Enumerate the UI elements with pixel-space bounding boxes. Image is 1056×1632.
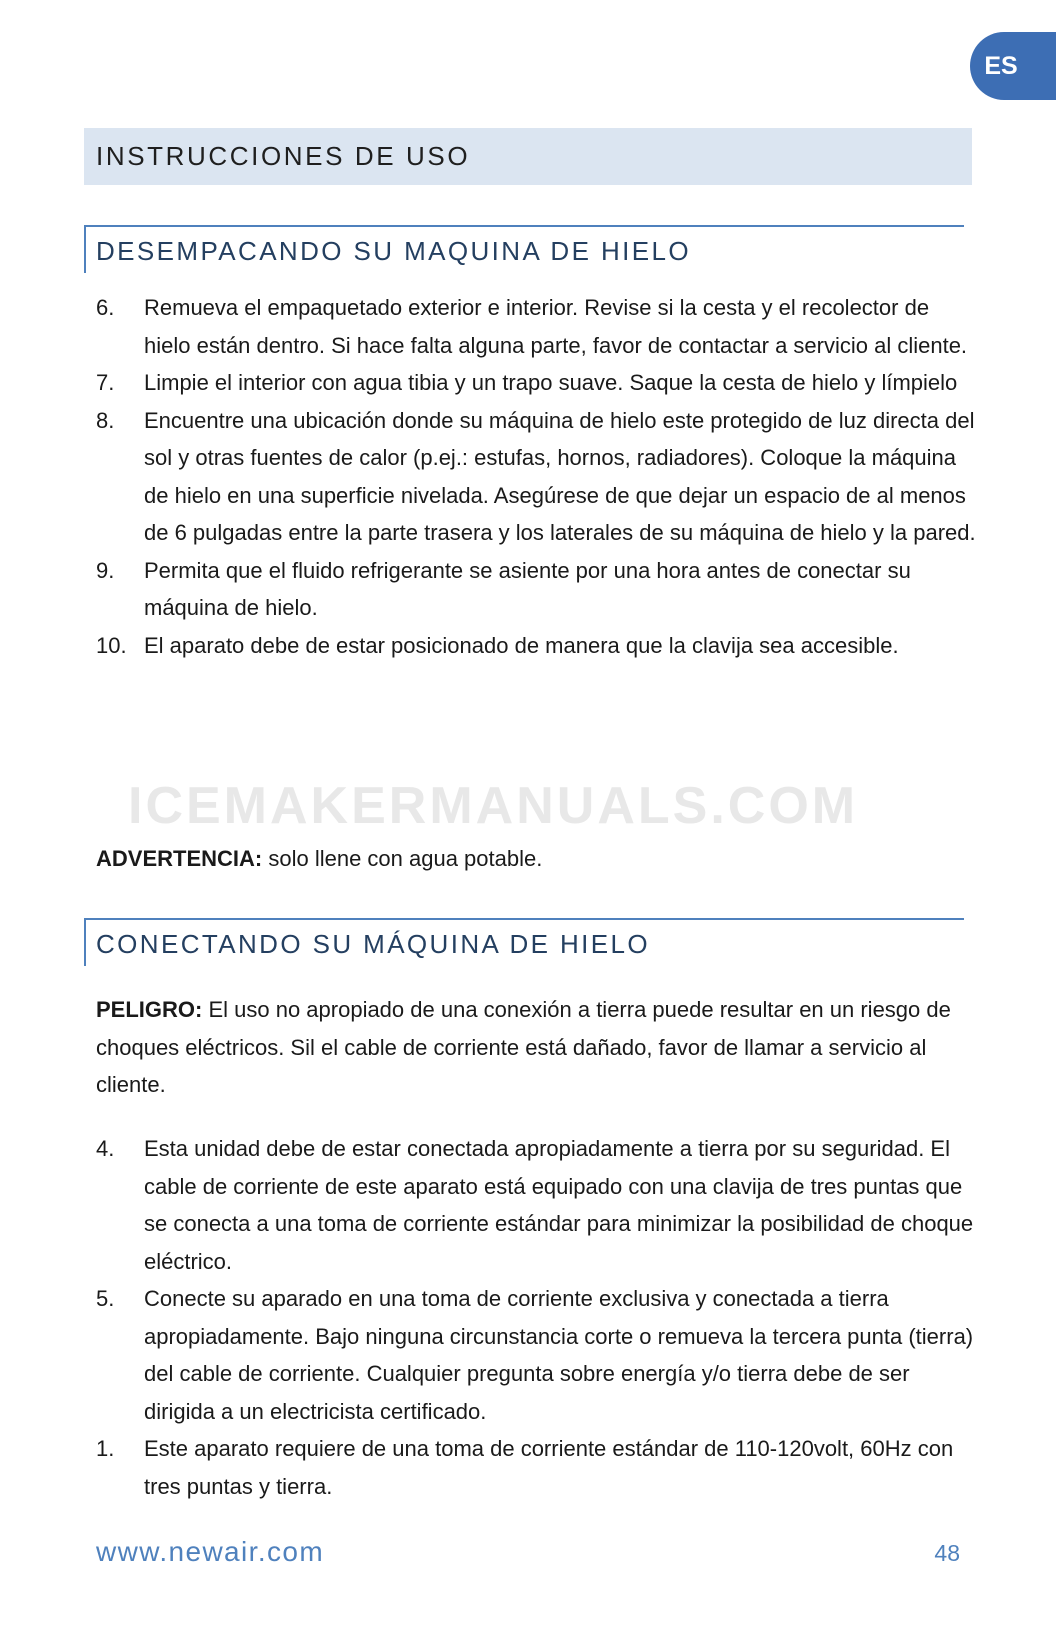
danger-label: PELIGRO:: [96, 997, 203, 1022]
list-item: [96, 627, 976, 665]
step-number: 4.: [96, 1136, 115, 1161]
danger-text: El uso no apropiado de una conexión a tierra puede resultar en un riesgo de choques eléctricos. Sil el cable de corriente está dañado, favor de llamar a servicio al cliente.: [96, 997, 951, 1097]
danger-note: [96, 991, 956, 1104]
step-number: 6.: [96, 295, 115, 320]
step-text: Conecte su aparado en una toma de corriente exclusiva y conectada a tierra apropiadamente. Bajo ninguna circunstancia corte o remueva la tercera punta (tierra) del cable de corriente. Cualquier pregunta sobre energía y/o tierra debe de ser dirigida a un electricista certificado.: [144, 1286, 974, 1424]
list-item: [96, 1130, 976, 1280]
unpacking-steps-list: [96, 289, 976, 664]
list-item: [96, 552, 976, 627]
watermark: ICEMAKERMANUALS.COM: [128, 777, 859, 835]
step-text: Encuentre una ubicación donde su máquina de hielo este protegido de luz directa del sol y otras fuentes de calor (p.ej.: estufas, hornos, radiadores). Coloque la máquina de hielo en una superficie nivelada. Asegúrese de que dejar un espacio de al menos de 6 pulgadas entre la parte trasera y los laterales de su máquina de hielo y la pared.: [144, 407, 976, 545]
section-heading-connecting: CONECTANDO SU MÁQUINA DE HIELO: [84, 918, 964, 966]
language-label: ES: [984, 52, 1018, 80]
list-item: [96, 364, 976, 402]
step-number: 1.: [96, 1436, 115, 1461]
step-number: 10.: [96, 632, 127, 658]
warning-note: [96, 840, 956, 878]
step-number: 9.: [96, 557, 115, 583]
page-number: 48: [934, 1540, 960, 1566]
step-number: 8.: [96, 407, 115, 433]
step-number: 7.: [96, 370, 115, 395]
section-heading-unpacking: DESEMPACANDO SU MAQUINA DE HIELO: [84, 225, 964, 273]
step-text: Permita que el fluido refrigerante se asiente por una hora antes de conectar su máquina de hielo.: [144, 557, 911, 620]
step-text: Esta unidad debe de estar conectada apropiadamente a tierra por su seguridad. El cable de corriente de este aparato está equipado con una clavija de tres puntas que se conecta a una toma de corriente estándar para minimizar la posibilidad de choque eléctrico.: [144, 1136, 974, 1274]
list-item: [96, 402, 976, 552]
list-item: [96, 1430, 976, 1505]
language-tab: [970, 32, 1056, 100]
footer-website-link[interactable]: www.newair.com: [96, 1536, 325, 1567]
list-item: [96, 289, 976, 364]
warning-text: solo llene con agua potable.: [262, 846, 543, 871]
connecting-steps-list: [96, 1130, 976, 1505]
list-item: [96, 1280, 976, 1430]
step-text: Este aparato requiere de una toma de corriente estándar de 110-120volt, 60Hz con tres puntas y tierra.: [144, 1436, 954, 1499]
step-text: Limpie el interior con agua tibia y un trapo suave. Saque la cesta de hielo y límpielo: [144, 370, 958, 395]
step-text: Remueva el empaquetado exterior e interior. Revise si la cesta y el recolector de hielo están dentro. Si hace falta alguna parte, favor de contactar a servicio al cliente.: [144, 295, 968, 358]
warning-label: ADVERTENCIA:: [96, 846, 263, 871]
step-number: 5.: [96, 1286, 115, 1311]
step-text: El aparato debe de estar posicionado de manera que la clavija sea accesible.: [144, 632, 899, 658]
page-title: INSTRUCCIONES DE USO: [84, 128, 972, 185]
